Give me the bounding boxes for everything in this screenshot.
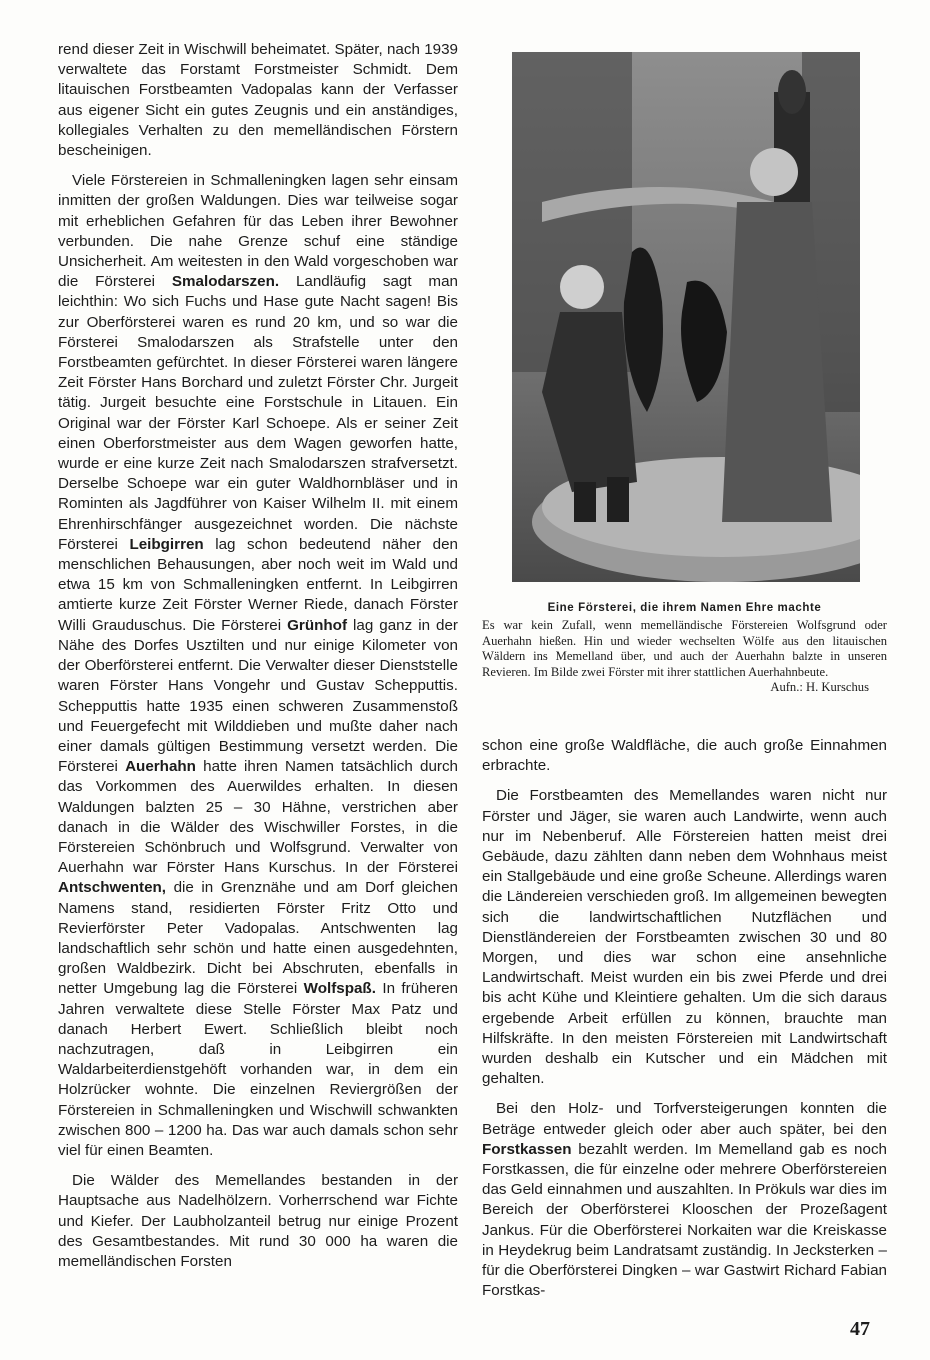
bold-place-name: Wolfspaß. [303, 980, 376, 998]
text-run: bezahlt werden. Im Memelland gab es noch Forstkassen, die für einzelne oder mehrere Oberförstereien das Geld einnahmen und auszahlten. In Prökuls war dies im Bereich der Oberförsterei Klooschen der Prozeßagent Jankus. Für die Oberförsterei Norkaiten war die Kreiskasse in Heydekrug beim Landratsamt zuständig. In Jecksterken – für die Oberförsterei Dingken – war Gastwirt Richard Fabian Forstkas- [482, 1140, 887, 1300]
bold-place-name: Forstkassen [482, 1140, 572, 1158]
caption-text: Es war kein Zufall, wenn memelländische Förstereien Wolfsgrund oder Auerhahn hießen. Hin und wieder wechselten Wölfe aus den litauischen Wäldern ins Memelland über, und auch der Auerhahn balzte in unseren Revieren. Im Bilde zwei Förster mit ihrer stattlichen Auerhahnbeute. [482, 618, 887, 679]
bold-place-name: Grünhof [287, 616, 347, 634]
photo-caption [482, 602, 887, 696]
text-run: die in Grenznähe und am Dorf gleichen Namens stand, residierten Förster Fritz Otto und Revierförster Peter Vadopalas. Antschwenten lag landschaftlich sehr schön und hatte einen ausgedehnten, großen Waldbezirk. Dicht bei Abschruten, ebenfalls in netter Umgebung lag die Försterei [58, 879, 458, 998]
right-paragraph-1 [482, 736, 887, 776]
photo-two-foresters-capercaillie [512, 52, 860, 582]
text-run: Die Wälder des Memellandes bestanden in der Hauptsache aus Nadelhölzern. Vorherrschend war Fichte und Kiefer. Der Laubholzanteil betrug nur einige Prozent des Gesamtbestandes. Mit rund 30 000 ha waren die memelländischen Forsten [58, 1172, 458, 1270]
right-paragraph-3 [482, 1099, 887, 1301]
text-run: hatte ihren Namen tatsächlich durch das Vorkommen des Auerwildes erhalten. In diesen Waldungen balzten 25 – 30 Hähne, verstrichen aber danach in die Wälder des Wischwiller Forstes, in die Förstereien Schönbruch und Wolfsgrund. Verwalter von Auerhahn war Förster Hans Kurschus. In der Försterei [58, 758, 458, 877]
text-run: Landläufig sagt man leichthin: Wo sich Fuchs und Hase gute Nacht sagen! Bis zur Oberförsterei waren es rund 20 km, und so war die Försterei Smalodarszen als Strafstelle unter den Forstbeamten gefürchtet. In dieser Försterei waren längere Zeit Förster Hans Borchard und zuletzt Förster Chr. Jurgeit tätig. Jurgeit besuchte eine Forstschule in Litauen. Ein Original war der Förster Karl Schoepe. Als er seiner Zeit einen Oberforstmeister aus dem Wagen geworfen hatte, wurde er eine kurze Zeit nach Smalodarszen strafversetzt. Derselbe Schoepe war ein guter Waldhornbläser und in Rominten als Jagdführer von Kaiser Wilhelm II. mit einem Ehrenhirschfänger ausgezeichnet worden. Die nächste Försterei [58, 273, 458, 553]
left-paragraph-3 [58, 1171, 458, 1272]
right-paragraph-2 [482, 786, 887, 1089]
text-run: Die Forstbeamten des Memellandes waren nicht nur Förster und Jäger, sie waren auch Landwirte, wenn auch nur im Nebenberuf. Alle Förstereien hatten meist drei Gebäude, dazu zählten dann neben dem Wohnhaus meist ein Stallgebäude und eine große Scheune. Allerdings waren die Ländereien verschieden groß. Im allgemeinen bewegten sich die landwirtschaftlichen Nutzflächen und Dienstländereien der Forstbeamten zwischen 30 und 80 Morgen, und dies war schon eine ansehnliche Landwirtschaft. Meist wurden ein bis zwei Pferde und drei bis acht Kühe und Kleintiere gehalten. Um die sich daraus ergebende Arbeit erfüllen zu können, brauchte man Hilfskräfte. In den meisten Förstereien mit Landwirtschaft wurden deshalb ein Kutscher und ein Mädchen mit gehalten. [482, 787, 887, 1088]
right-text-column [482, 736, 887, 1311]
left-paragraph-1 [58, 40, 458, 161]
text-run: schon eine große Waldfläche, die auch große Einnahmen erbrachte. [482, 737, 887, 775]
left-paragraph-2 [58, 171, 458, 1161]
text-run: Viele Förstereien in Schmalleningken lagen sehr einsam inmitten der großen Waldungen. Dies war teilweise sogar mit erheblichen Gefahren für das Leben ihrer Bewohner verbunden. Die nahe Grenze schuf eine ständige Unsicherheit. Am weitesten in den Wald vorgeschoben war die Försterei [58, 172, 458, 291]
bold-place-name: Auerhahn [125, 758, 196, 776]
bold-place-name: Leibgirren [129, 535, 204, 553]
bold-place-name: Antschwenten, [58, 879, 167, 897]
text-run: Bei den Holz- und Torfversteigerungen konnten die Beträge entweder gleich oder aber auch später, bei den [482, 1100, 887, 1138]
bold-place-name: Smalodarszen. [171, 273, 280, 291]
text-run: rend dieser Zeit in Wischwill beheimatet. Später, nach 1939 verwaltete das Forstamt Forstmeister Schmidt. Dem litauischen Forstbeamten Vadopalas kann der Verfasser aus eigener Sicht ein gutes Zeugnis und ein anständiges, kollegiales Verhalten zu den memelländischen Förstern bescheinigen. [58, 41, 458, 160]
page-number: 47 [850, 1318, 870, 1340]
caption-title: Eine Försterei, die ihrem Namen Ehre machte [547, 602, 822, 614]
text-run: In früheren Jahren verwaltete diese Stelle Förster Max Patz und danach Herbert Ewert. Schließlich bleibt noch nachzutragen, daß in Leibgirren ein Waldarbeiterdienstgehöft vorhanden war, in dem ein Holzrücker wohnte. Die einzelnen Reviergrößen der Förstereien in Schmalleningken und Wischwill schwankten zwischen 800 – 1200 ha. Das war auch damals schon sehr viel für einen Beamten. [58, 980, 458, 1159]
caption-credit: Aufn.: H. Kurschus [770, 680, 869, 695]
photo-illustration [512, 52, 860, 582]
text-run: lag ganz in der Nähe des Dorfes Usztilten und nur einige Kilometer von der Oberförsterei entfernt. Die Verwalter dieser Dienststelle waren Förster Hans Vongehr und Gustav Schepputtis. Schepputtis hatte 1935 einen schweren Zusammenstoß und Feuergefecht mit Wilddieben und mußte daher nach einer damals gültigen Bestimmung versetzt werden. Die Försterei [58, 616, 458, 776]
text-run: lag schon bedeutend näher den menschlichen Behausungen, aber noch weit im Wald und etwa 15 km von Schmalleningken entfernt. In Leibgirren amtierte kurze Zeit Förster Werner Riede, danach Förster Willi Grauduschus. Die Försterei [58, 535, 459, 634]
left-text-column [58, 40, 458, 1282]
